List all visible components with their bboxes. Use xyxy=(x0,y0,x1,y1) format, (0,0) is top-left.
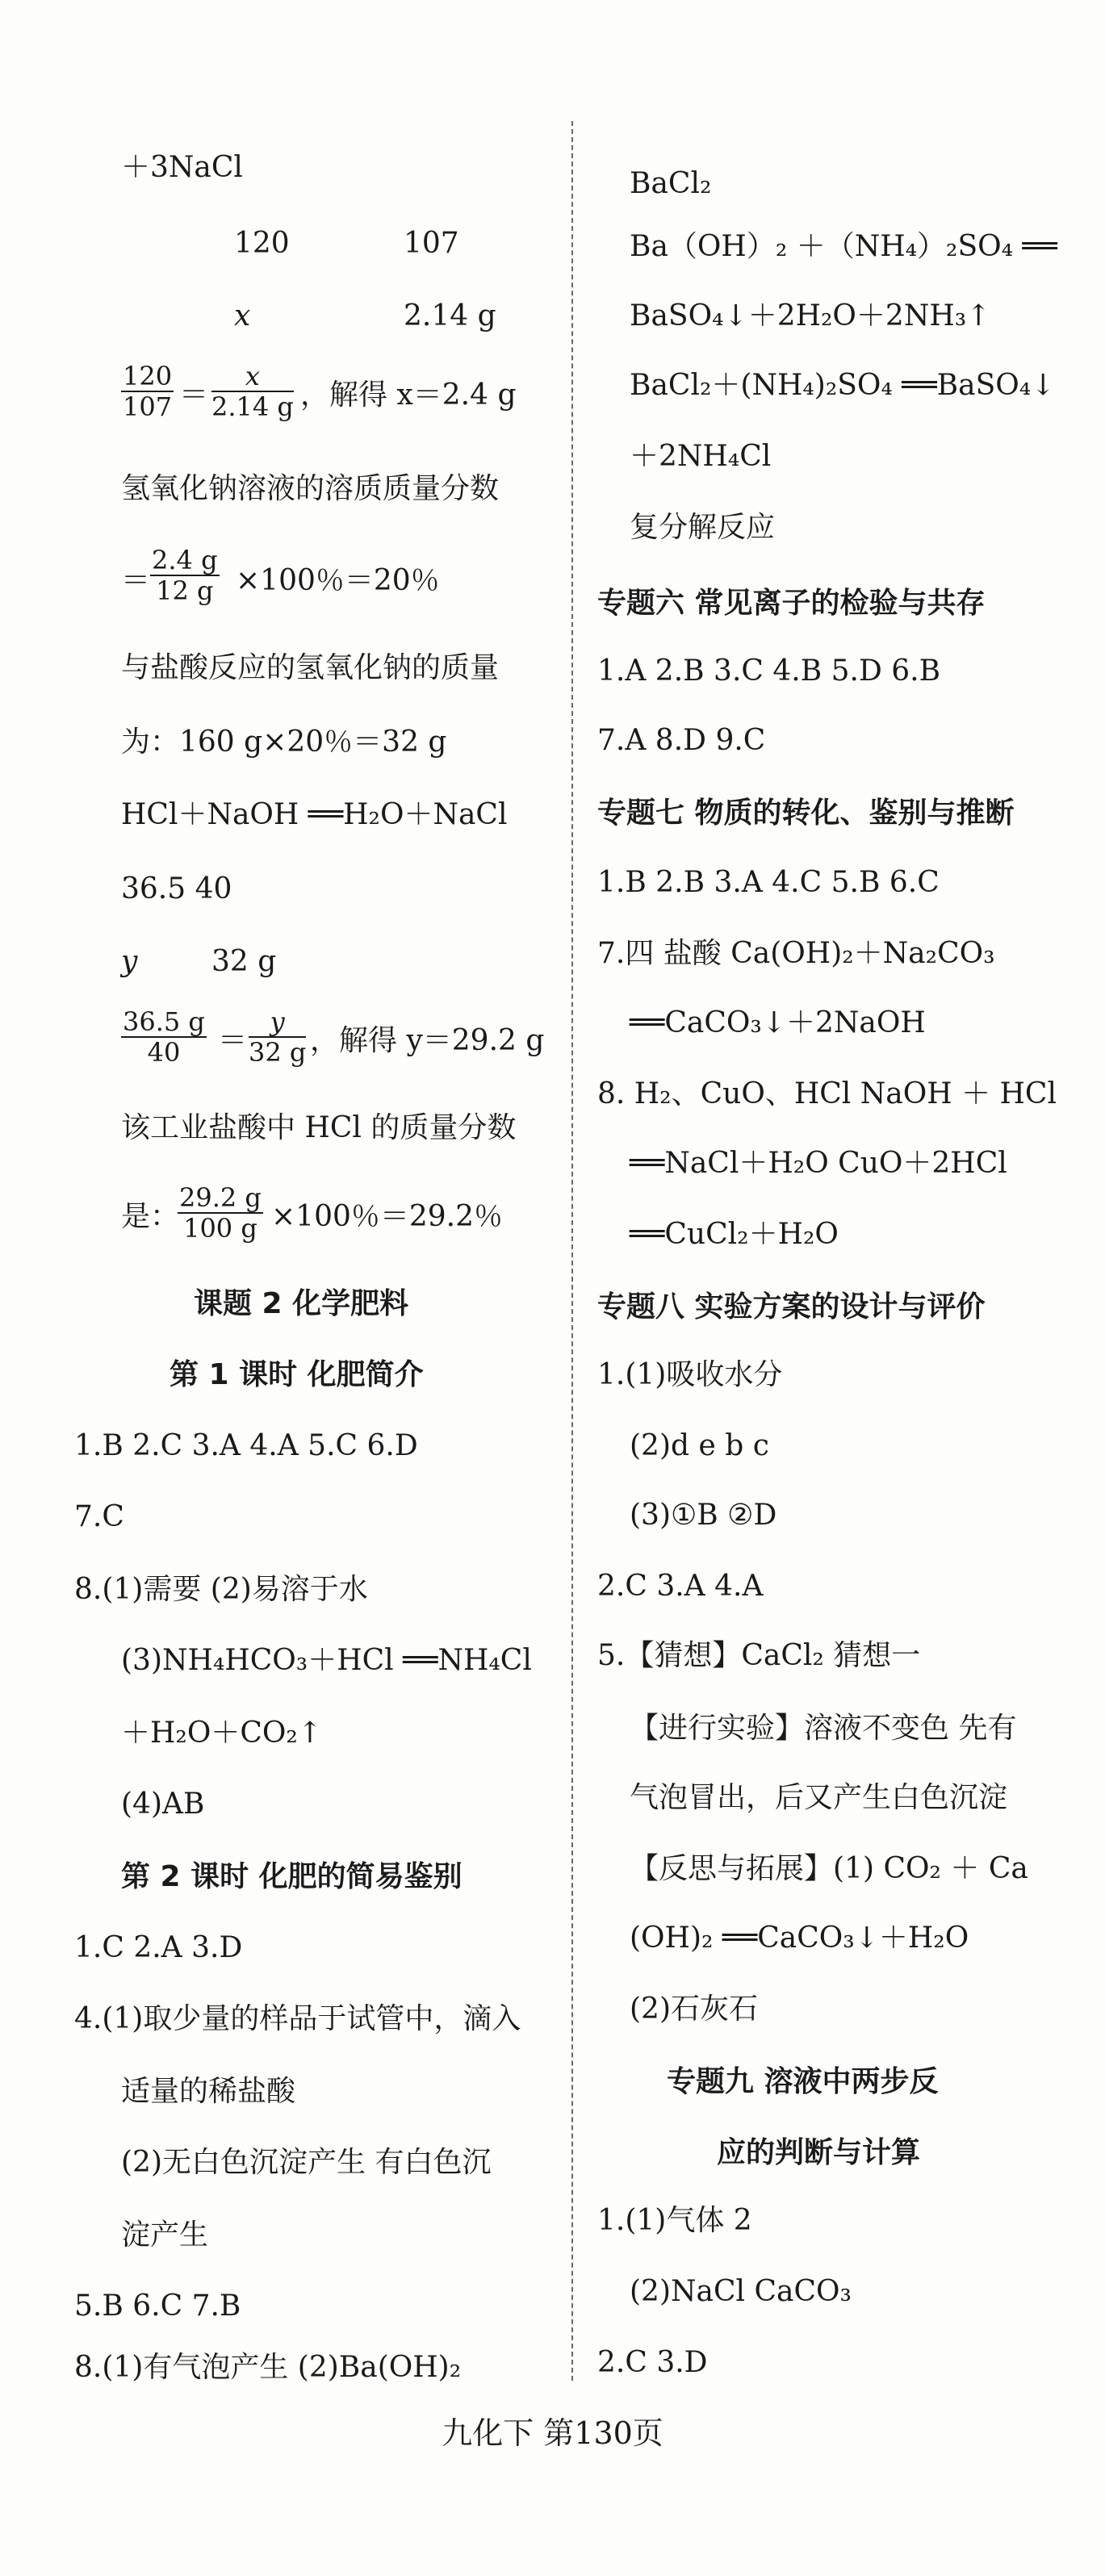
section-heading: 专题九 溶液中两步反 xyxy=(667,2065,939,2098)
text-line: 4.(1)取少量的样品于试管中，滴入 xyxy=(74,2002,521,2035)
text-line: 7.A 8.D 9.C xyxy=(597,724,766,757)
text-line: (3)①B ②D xyxy=(630,1499,777,1532)
text-line: 8.(1)需要 (2)易溶于水 xyxy=(74,1573,368,1606)
fraction: $\frac{29.2 g}{100 g}$ xyxy=(179,1182,262,1244)
text-line: 1.A 2.B 3.C 4.B 5.D 6.B xyxy=(597,654,941,688)
fraction: $\frac{x}{2.14 g}$ xyxy=(211,361,294,422)
text-line: 【反思与拓展】(1) CO₂ ＋ Ca xyxy=(630,1852,1028,1885)
text-line: y xyxy=(121,945,138,978)
text-line: ，解得 y＝29.2 g xyxy=(310,1024,545,1057)
text-line: 1.C 2.A 3.D xyxy=(74,1931,243,1964)
text-line: ══CuCl₂＋H₂O xyxy=(630,1218,839,1251)
text-line: 36.5 40 xyxy=(121,872,232,905)
text-line: HCl＋NaOH ══H₂O＋NaCl xyxy=(121,798,508,831)
section-heading: 应的判断与计算 xyxy=(717,2136,921,2169)
text-line: 107 xyxy=(404,227,459,260)
text-line: 复分解反应 xyxy=(630,511,776,544)
text-line: 5.【猜想】CaCl₂ 猜想一 xyxy=(597,1639,921,1672)
section-heading: 专题八 实验方案的设计与评价 xyxy=(597,1290,986,1324)
text-line: 与盐酸反应的氢氧化钠的质量 xyxy=(121,651,500,684)
text-line: ＝ xyxy=(121,564,151,597)
column-divider xyxy=(571,121,573,2381)
text-line: BaSO₄↓＋2H₂O＋2NH₃↑ xyxy=(630,299,991,332)
text-line: ＋3NaCl xyxy=(121,151,243,184)
text-line: ＝ xyxy=(218,1024,248,1057)
text-line: BaCl₂＋(NH₄)₂SO₄ ══BaSO₄↓ xyxy=(630,369,1056,402)
text-line: ×100％＝20％ xyxy=(236,564,440,597)
text-line: 5.B 6.C 7.B xyxy=(74,2290,241,2323)
text-line: 8. H₂、CuO、HCl NaOH ＋ HCl xyxy=(597,1077,1057,1110)
text-line: 8.(1)有气泡产生 (2)Ba(OH)₂ xyxy=(74,2351,462,2384)
text-line: 【进行实验】溶液不变色 先有 xyxy=(630,1712,1017,1745)
text-line: 氢氧化钠溶液的溶质质量分数 xyxy=(121,472,500,505)
text-line: ×100％＝29.2％ xyxy=(271,1200,504,1233)
text-line: 32 g xyxy=(211,945,277,978)
text-line: (2)NaCl CaCO₃ xyxy=(630,2275,852,2308)
text-line: (2)d e b c xyxy=(630,1429,769,1462)
text-line: (4)AB xyxy=(121,1788,205,1821)
text-line: 2.C 3.D xyxy=(597,2346,708,2379)
text-line: ══CaCO₃↓＋2NaOH xyxy=(630,1006,926,1039)
text-line: ，解得 x＝2.4 g xyxy=(300,378,517,412)
text-line: (3)NH₄HCO₃＋HCl ══NH₄Cl xyxy=(121,1644,532,1677)
text-line: x xyxy=(234,299,251,332)
text-line: 1.B 2.C 3.A 4.A 5.C 6.D xyxy=(74,1429,418,1462)
fraction: $\frac{2.4 g}{12 g}$ xyxy=(152,545,218,606)
text-line: 1.(1)吸收水分 xyxy=(597,1358,783,1391)
fraction: $\frac{120}{107}$ xyxy=(123,361,173,422)
text-line: 7.C xyxy=(74,1500,124,1533)
section-heading: 专题六 常见离子的检验与共存 xyxy=(597,587,986,620)
text-line: 2.C 3.A 4.A xyxy=(597,1570,764,1603)
fraction: $\frac{36.5 g}{40}$ xyxy=(123,1006,205,1068)
text-line: 为：160 g×20％＝32 g xyxy=(121,726,447,759)
section-heading: 第 2 课时 化肥的简易鉴别 xyxy=(121,1860,463,1893)
text-line: 120 xyxy=(234,227,290,260)
text-line: 7.四 盐酸 Ca(OH)₂＋Na₂CO₃ xyxy=(597,937,995,970)
text-line: (2)石灰石 xyxy=(630,1993,758,2026)
page-footer: 九化下 第130页 xyxy=(442,2415,663,2451)
text-line: 该工业盐酸中 HCl 的质量分数 xyxy=(121,1111,517,1144)
text-line: ＋2NH₄Cl xyxy=(630,440,772,473)
text-line: 淀产生 xyxy=(121,2218,209,2252)
fraction: $\frac{y}{32 g}$ xyxy=(249,1006,307,1068)
text-line: BaCl₂ xyxy=(630,167,712,200)
text-line: 气泡冒出，后又产生白色沉淀 xyxy=(630,1781,1008,1814)
text-line: 2.14 g xyxy=(404,299,496,332)
text-line: 1.(1)气体 2 xyxy=(597,2204,752,2237)
text-line: ══NaCl＋H₂O CuO＋2HCl xyxy=(630,1147,1007,1180)
section-heading: 第 1 课时 化肥简介 xyxy=(170,1358,424,1391)
text-line: ＝ xyxy=(179,378,209,412)
section-heading: 专题七 物质的转化、鉴别与推断 xyxy=(597,797,1015,830)
text-line: 适量的稀盐酸 xyxy=(121,2075,296,2108)
text-line: (2)无白色沉淀产生 有白色沉 xyxy=(121,2146,492,2179)
text-line: Ba（OH）₂ ＋（NH₄）₂SO₄ ══ xyxy=(630,230,1057,263)
text-line: (OH)₂ ══CaCO₃↓＋H₂O xyxy=(630,1922,969,1955)
text-line: 是： xyxy=(121,1200,180,1233)
text-line: ＋H₂O＋CO₂↑ xyxy=(121,1717,322,1750)
text-line: 1.B 2.B 3.A 4.C 5.B 6.C xyxy=(597,866,940,899)
section-heading: 课题 2 化学肥料 xyxy=(194,1287,409,1320)
